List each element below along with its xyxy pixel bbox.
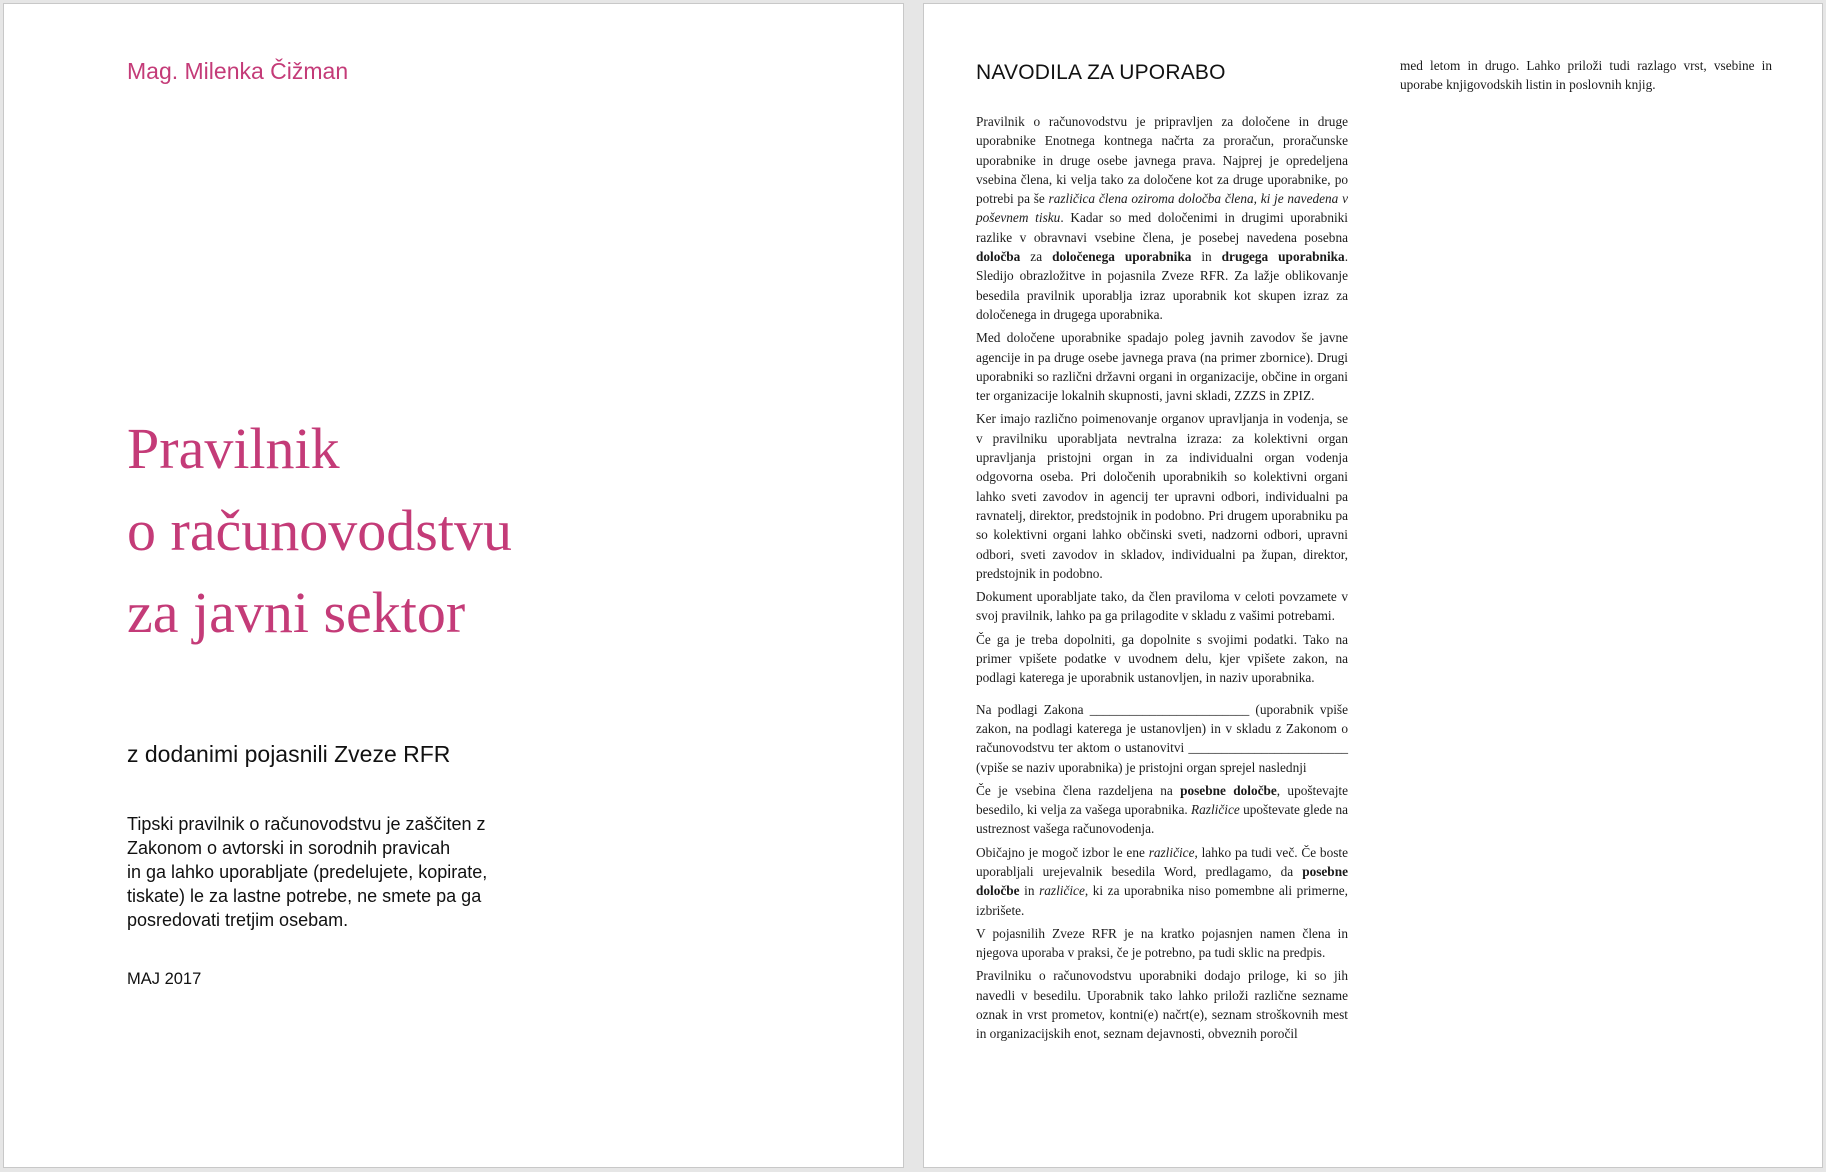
paragraph: Dokument uporabljate tako, da člen praviloma v celoti povzamete v svoj pravilnik, lahko pa ga prilagodite v skladu z vašimi potrebami.	[976, 589, 1348, 624]
author-name: Mag. Milenka Čižman	[127, 58, 349, 84]
paragraph-example: Na podlagi Zakona ________________________ (uporabnik vpiše zakon, na podlagi katerega je ustanovljen) in v skladu z Zakonom o računovodstvu ter aktom o ustanovitvi ________________________ (vpiše se naziv uporabnika) je pristojni organ sprejel naslednji	[976, 701, 1348, 775]
notice-line: tiskate) le za lastne potrebe, ne smete pa ga	[127, 886, 482, 906]
title-line: za javni sektor	[127, 580, 466, 645]
instructions-heading: NAVODILA ZA UPORABO	[976, 61, 1226, 84]
paragraph: Če ga je treba dopolniti, ga dopolnite s svojimi podatki. Tako na primer vpišete podatke v uvodnem delu, kjer vpišete zakon, na podlagi katerega je uporabnik ustanovljen, in naziv uporabnika.	[976, 631, 1348, 686]
notice-line: posredovati tretjim osebam.	[127, 910, 349, 930]
title-line: Pravilnik	[127, 416, 340, 481]
paragraph: Če je vsebina člena razdeljena na posebne določbe, upoštevajte besedilo, ki velja za vašega uporabnika. Različice upoštevate glede na ustreznost vašega računovodenja.	[976, 782, 1348, 837]
text-column-right	[1400, 56, 1772, 99]
copyright-notice	[127, 812, 547, 932]
paragraph: Pravilnik o računovodstvu je pripravljen za določene in druge uporabnike Enotnega kontnega načrta za proračun, proračunske uporabnike in druge osebe javnega prava. Najprej je opredeljena vsebina člena, ki velja tako za določene kot za druge uporabnike, po potrebi pa še različica člena oziroma določba člena, ki je navedena v poševnem tisku. Kadar so med določenimi in drugimi uporabniki razlike v obravnavi vsebine člena, je posebej navedena posebna določba za določenega uporabnika in drugega uporabnika. Sledijo obrazložitve in pojasnila Zveze RFR. Za lažje oblikovanje besedila pravilnik uporablja izraz uporabnik kot skupen izraz za določenega in drugega uporabnika.	[976, 114, 1349, 322]
publication-date: MAJ 2017	[127, 970, 202, 988]
paragraph-continuation: med letom in drugo. Lahko priloži tudi razlago vrst, vsebine in uporabe knjigovodskih listin in poslovnih knjig.	[1400, 58, 1772, 93]
title-line: o računovodstvu	[127, 498, 512, 563]
cover-page	[3, 3, 904, 1168]
notice-line: in ga lahko uporabljate (predelujete, kopirate,	[127, 862, 488, 882]
paragraph: Ker imajo različno poimenovanje organov upravljanja in vodenja, se v pravilniku uporabljata nevtralna izraza: za kolektivni organ upravljanja pristojni organ in za individualni organ vodenja odgovorna oseba. Pri določenih uporabnikih so kolektivni organi lahko sveti zavodov in agencij ter upravni odbori, individualni pa ravnatelj, direktor, predstojnik in podobno. Pri drugem uporabniku pa so kolektivni organi lahko občinski sveti, nadzorni odbori, upravni odbori, sveti zavodov in skladov, individualni pa župan, direktor, predstojnik in podobno.	[976, 411, 1348, 581]
text-column-left	[976, 112, 1348, 1048]
instructions-page	[923, 3, 1823, 1168]
paragraph: Običajno je mogoč izbor le ene različice, lahko pa tudi več. Če boste uporabljali urejevalnik besedila Word, predlagamo, da posebne določbe in različice, ki za uporabnika niso pomembne ali primerne, izbrišete.	[976, 844, 1348, 918]
document-title	[127, 408, 512, 654]
paragraph: V pojasnilih Zveze RFR je na kratko pojasnjen namen člena in njegova uporaba v praksi, če je potrebno, pa tudi sklic na predpis.	[976, 925, 1348, 961]
paragraph: Med določene uporabnike spadajo poleg javnih zavodov še javne agencije in pa druge osebe javnega prava (na primer zbornice). Drugi uporabniki so različni državni organi in organizacije, občine in organi ter organizacije lokalnih skupnosti, javni skladi, ZZZS in ZPIZ.	[976, 330, 1348, 404]
document-subtitle: z dodanimi pojasnili Zveze RFR	[127, 741, 451, 767]
notice-line: Zakonom o avtorski in sorodnih pravicah	[127, 838, 451, 858]
paragraph: Pravilniku o računovodstvu uporabniki dodajo priloge, ki so jih navedli v besedilu. Uporabnik tako lahko priloži različne sezname oznak in vrst prometov, kontni(e) načrt(e), seznam stroškovnih mest in organizacijskih enot, seznam dejavnosti, obveznih poročil	[976, 968, 1348, 1042]
notice-line: Tipski pravilnik o računovodstvu je zaščiten z	[127, 814, 486, 834]
